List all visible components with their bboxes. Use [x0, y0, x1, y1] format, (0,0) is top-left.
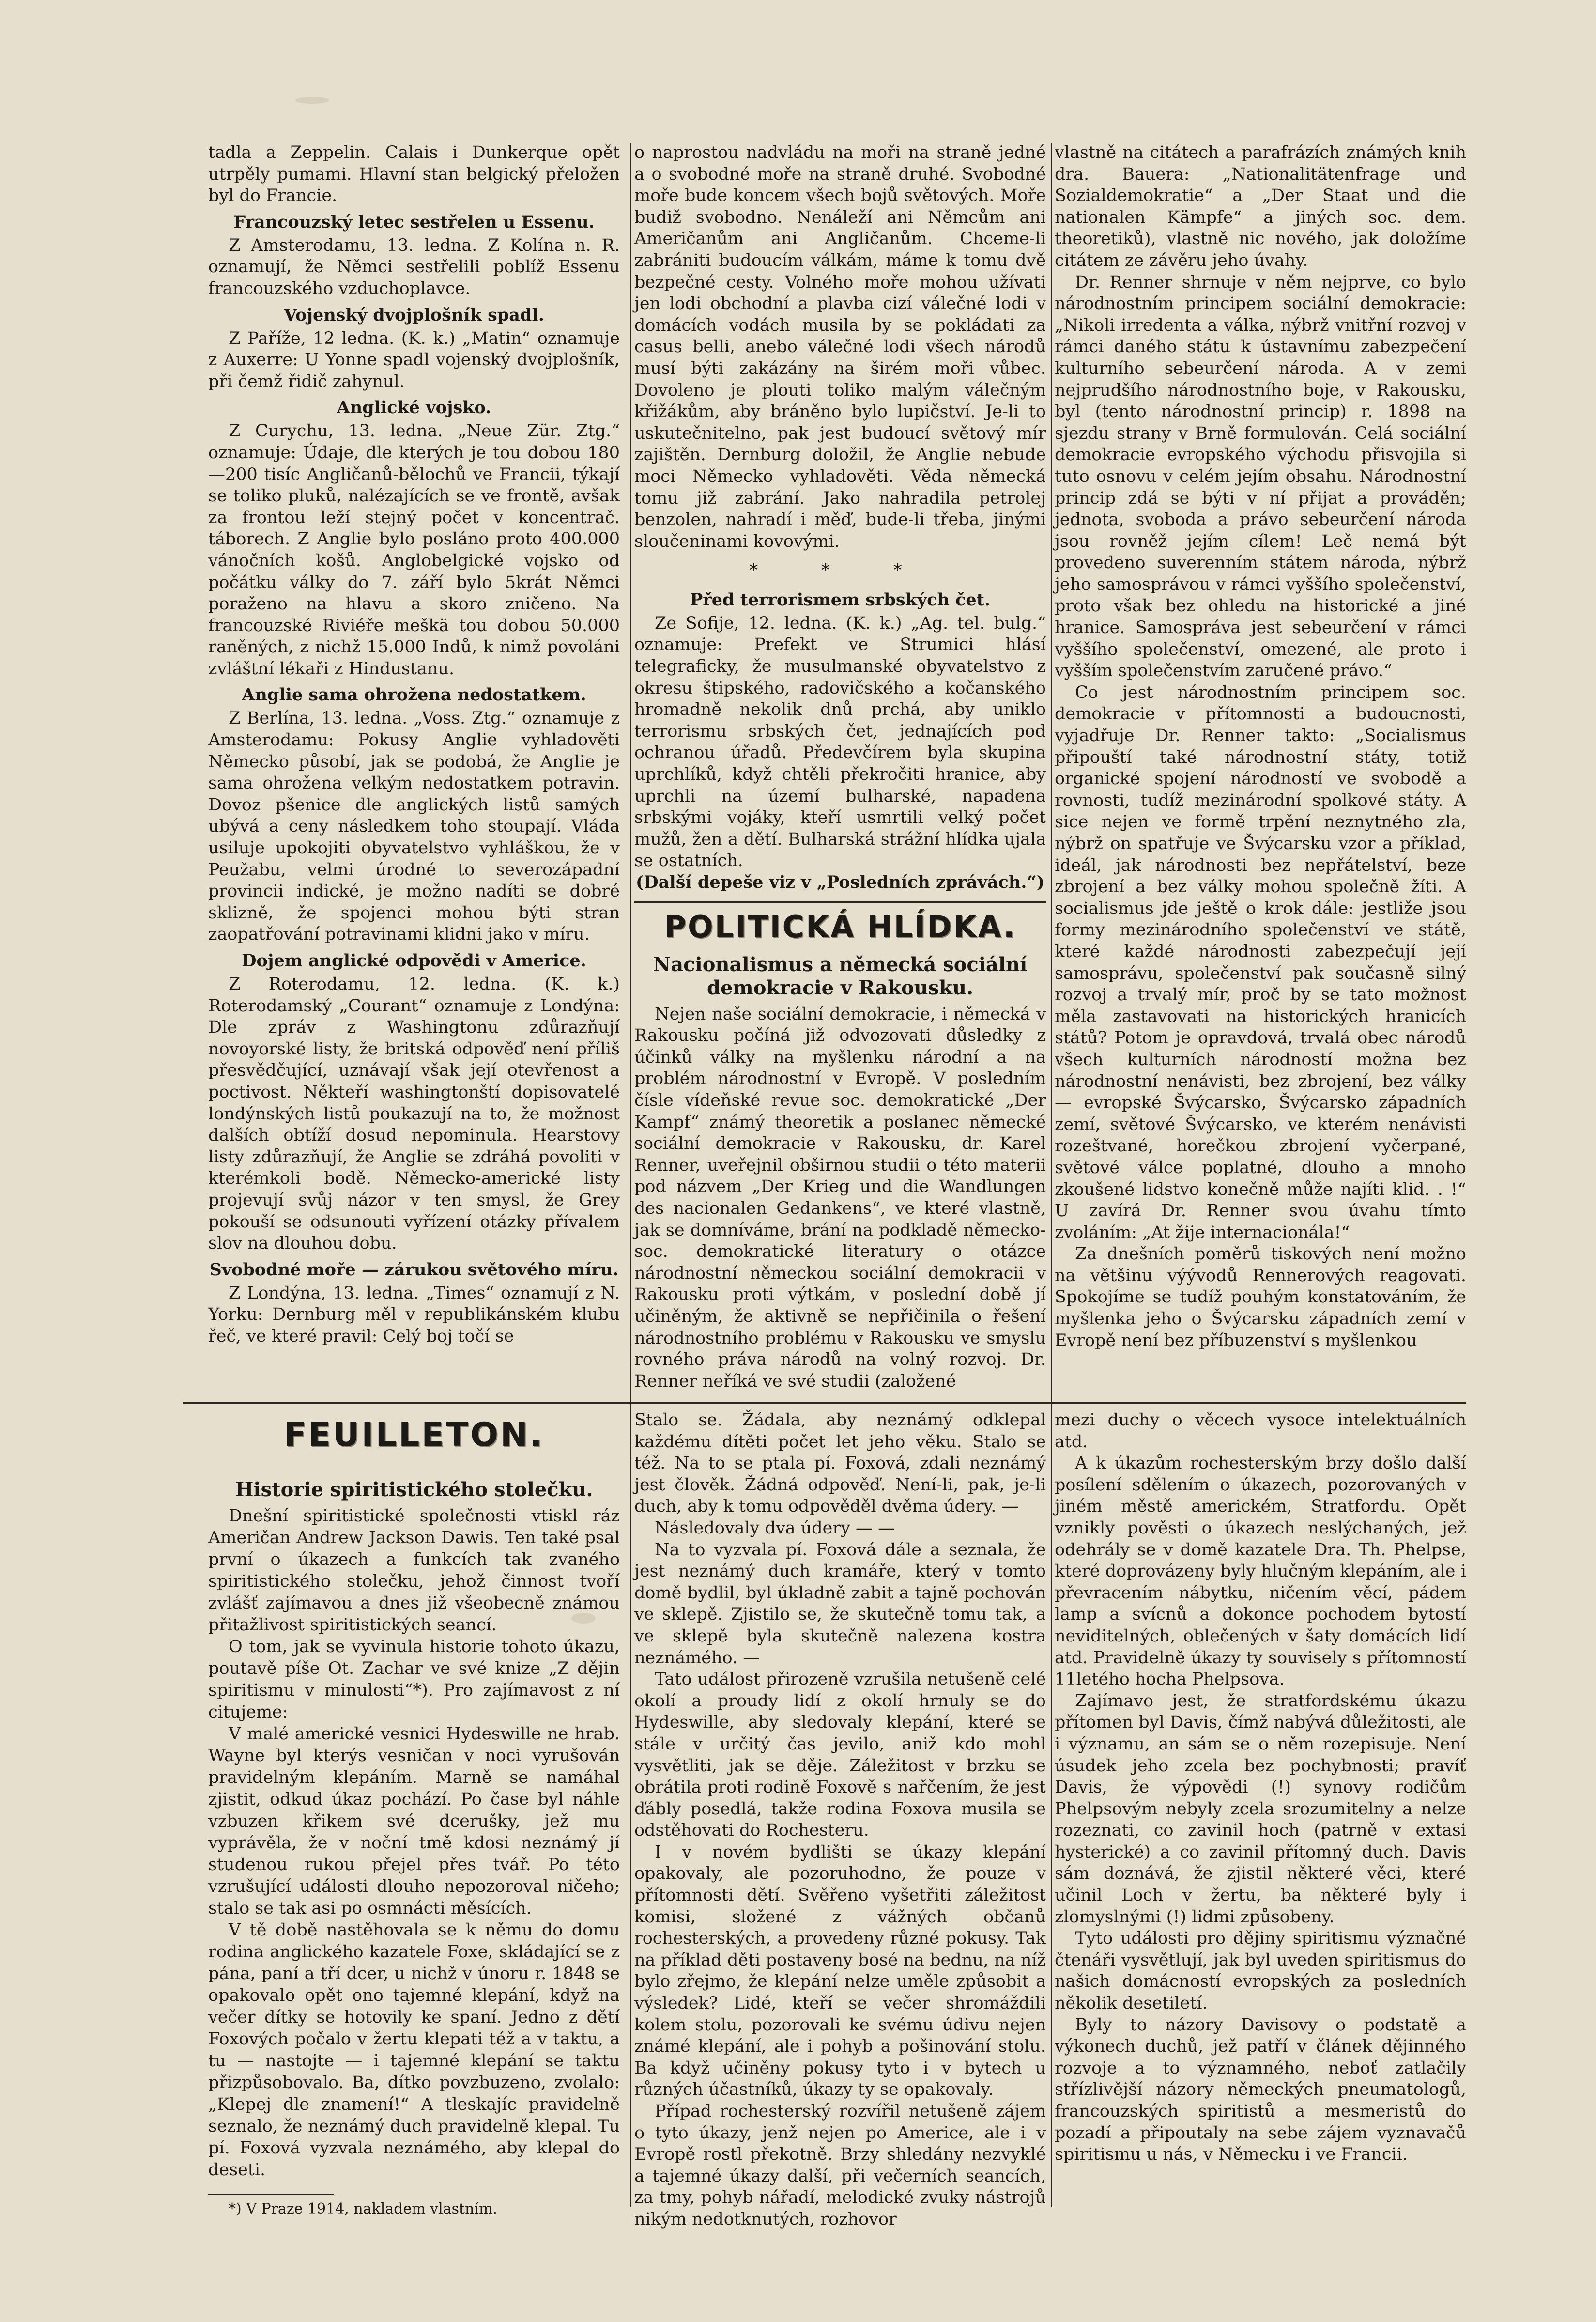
article-heading: Dojem anglické odpovědi v Americe. — [242, 951, 586, 971]
section-separator: * * * — [749, 561, 931, 581]
article-heading: Francouzský letec sestřelen u Essenu. — [233, 212, 595, 232]
footnote-rule — [208, 2194, 334, 2195]
article-paragraph: o naprostou nadvládu na moři na straně jedné a o svobodné moře na straně druhé. Svobodné moře bude koncem všech bojů světových. Moře budiž svobodno. Nenáleží ani Němcům ani Američanům ani Angličanům. Chceme-li zabrániti budoucím válkám, máme k tomu dvě bezpečné cesty. Volného moře mohou užívati jen lodi obchodní a plavba cizí válečné lodi v domácích vodách musila by se pokládati za casus belli, anebo válečné lodi všech národů musí býti zakázány na širém moři vůbec. Dovoleno je plouti toliko malým válečným křižákům, aby bráněno bylo lupičství. Je-li to uskutečnitelno, pak jest budoucí světový mír zajištěn. Dernburg doložil, že Anglie nebude moci Německo vyhladověti. Věda německá tomu již zabrání. Jako nahradila petrolej benzolen, nahradí i měď, bude-li třeba, jinými sloučeninami kovovými. — [634, 143, 1046, 551]
feuilleton-column-3 — [1055, 1409, 1466, 2214]
feuilleton-paragraph: I v novém bydlišti se úkazy klepání opakovaly, ale pozoruhodno, že pouze v přítomnosti dětí. Svěřeno vyšetřiti záležitost komisi, složené z vážných občanů rochesterských, a provedeny různé pokusy. Tak na příklad děti postaveny bosé na bednu, na níž bylo zřejmo, že klepání nelze uměle způsobit a výsledek? Lidé, kteří se večer shromáždili kolem stolu, pozorovali ke svému údivu nejen známé klepání, ale i pohyb a pošinování stolu. Ba když učiněny pokusy tyto i v bytech u různých účastníků, úkazy ty se opakovaly. — [634, 1842, 1046, 2100]
article-paragraph: Za dnešních poměrů tiskových není možno na většinu výývodů Rennerových reagovati. Spokojíme se tudíž pouhým konstatováním, že myšlenka jeho o Švýcarsku západních zemí v Evropě není bez příbuzenství s myšlenkou — [1055, 1244, 1466, 1350]
feuilleton-paragraph: O tom, jak se vyvinula historie tohoto úkazu, poutavě píše Ot. Zachar ve své knize „Z dějin spiritismu v minulosti“*). Pro zajímavost z ní citujeme: — [208, 1637, 620, 1722]
feuilleton-column-2 — [634, 1409, 1046, 2229]
feuilleton-paragraph: V malé americké vesnici Hydeswille ne hrab. Wayne byl kterýs vesničan v noci vyrušován pravidelným klepáním. Marně se namáhal zjistit, odkud úkaz pochází. Po čase byl náhle vzbuzen křikem své dcerušky, jež mu vyprávěla, že v noční tmě kdosi neznámý jí studenou rukou přejel přes tvář. Po této vzrušující události dlouho nepozoroval ničeho; stalo se tak asi po osmnácti měsících. — [208, 1724, 620, 1918]
news-column-3 — [1055, 142, 1466, 1396]
feuilleton-paragraph: Na to vyzvala pí. Foxová dále a seznala, že jest neznámý duch kramáře, který v tomto domě bydlil, byl úkladně zabit a tajně pochován ve sklepě. Zjistilo se, že skutečně tomu tak, a ve sklepě byla skutečně nalezena kostra neznámého. — — [634, 1540, 1046, 1668]
article-paragraph: Nejen naše sociální demokracie, i německá v Rakousku počíná již odvozovati důsledky z účinků války na myšlenku národní a na problém národnostní v Evropě. V posledním čísle vídeňské revue soc. demokratické „Der Kampf“ známý theoretik a poslanec německé sociální demokracie v Rakousku, dr. Karel Renner, uveřejnil obširnou studii o této materii pod názvem „Der Krieg und die Wandlungen des nacionalen Gedankens“, ve které vlastně, jak se domníváme, brání na podkladě německo-soc. demokratické literatury o otázce národnostní německou sociální demokracii v Rakousku proti výtkám, v poslední době jí učiněným, že aktivně se nepřičinila o řešení národnostního problému v Rakousku ve smyslu rovného práva národů na volný rozvoj. Dr. Renner neříká ve své studii (založené — [634, 1004, 1046, 1391]
news-column-1 — [208, 142, 620, 1396]
feuilleton-paragraph: V tě době nastěhovala se k němu do domu rodina anglického kazatele Foxe, skládající se z pána, paní a tří dcer, u nichž v únoru r. 1848 se opakovalo opět ono tajemné klepání, když na večer dítky se hotovily ke spaní. Jedno z dětí Foxových počalo v žertu klepati též a v taktu, a tu — nastojte — i tajemné klepání se taktu přizpůsobovalo. Ba, dítko povzbuzeno, zvolalo: „Klepej dle znamení!“ A tleskajíc pravidelně seznalo, že neznámý duch pravidelně klepal. Tu pí. Foxová vyzvala neznámého, aby klepal do deseti. — [208, 1920, 620, 2180]
article-heading: Před terrorismem srbských čet. — [690, 589, 991, 610]
article-heading: Svobodné moře — zárukou světového míru. — [209, 1259, 619, 1280]
feuilleton-paragraph: Byly to názory Davisovy o podstatě a výkonech duchů, jež patří v článek dějinného rozvoje a to významného, neboť zatlačily střízlivější názory německých pneumatologů, francouzských spiritistů a mesmeristů do pozadí a připoutaly na sebe zájem vyznavačů spiritismu u nás, v Německu i ve Francii. — [1055, 2015, 1466, 2165]
article-paragraph: tadla a Zeppelin. Calais i Dunkerque opět utrpěly pumami. Hlavní stan belgický přeložen byl do Francie. — [208, 143, 620, 206]
article-paragraph: Z Paříže, 12 ledna. (K. k.) „Matin“ oznamuje z Auxerre: U Yonne spadl vojenský dvojplošník, při čemž řidič zahynul. — [208, 328, 620, 391]
article-paragraph: Ze Sofije, 12. ledna. (K. k.) „Ag. tel. bulg.“ oznamuje: Prefekt ve Strumici hlásí telegraficky, že musulmanské obyvatelstvo z okresu štipského, radovičského a kočanského hromadně nekolik dnů prchá, aby uniklo terrorismu srbských čet, jednajících pod ochranou úřadů. Předevčírem byla skupina uprchlíků, když chtěli překročiti hranice, aby uprchli na území bulharské, napadena srbskými vojáky, kteří usmrtili velký počet mužů, žen a dětí. Bulharská strážní hlídka ujala se ostatních. — [634, 613, 1046, 871]
footnote: *) V Praze 1914, nakladem vlastním. — [229, 2200, 497, 2217]
article-paragraph: Z Londýna, 13. ledna. „Times“ oznamují z N. Yorku: Dernburg měl v republikánském klubu řeč, ve které pravil: Celý boj točí se — [208, 1283, 620, 1346]
feuilleton-masthead: FEUILLETON. — [284, 1416, 544, 1454]
article-paragraph: vlastně na citátech a parafrázích známých knih dra. Bauera: „Nationalitätenfrage und Sozialdemokratie“ a „Der Staat und die nationalen Kämpfe“ a jiných soc. dem. theoretiků), vlastně nic nového, jak doložíme citátem ze závěru jeho úvahy. — [1055, 143, 1466, 270]
article-note: (Další depeše viz v „Posledních zprávách.“) — [635, 872, 1045, 892]
article-paragraph: Z Amsterodamu, 13. ledna. Z Kolína n. R. oznamují, že Němci sestřelili poblíž Essenu francouzského vzduchoplavce. — [208, 235, 620, 298]
article-heading: Anglie sama ohrožena nedostatkem. — [242, 685, 586, 705]
news-column-2 — [634, 142, 1046, 1396]
feuilleton-title: Historie spiritistického stolečku. — [235, 1478, 593, 1501]
section-rule — [634, 901, 1046, 903]
article-paragraph: Dr. Renner shrnuje v něm nejprve, co bylo národnostním principem sociální demokracie: „Nikoli irredenta a válka, nýbrž vnitřní rozvoj v rámci daného státu k ústavnímu zabezpečení kulturního sebeurčení národa. A v zemi nejprudšího národnostního boje, v Rakousku, byl (tento národnostní princip) r. 1898 na sjezdu strany v Brně formulován. Celá sociální demokracie evropského východu přisvojila si tuto osnovu v celém jejím obsahu. Národnostní princip zdá se býti v ní přijat a prováděn; jednota, svoboda a právo sebeurčení národa jsou rovněž jejím cílem! Leč nemá být provedeno suverenním státem národa, nýbrž jeho samosprávou v rámci vyššího společenství, proto však bez ohledu na historické a jiné hranice. Samospráva jest sebeurčení v rámci vyššího společenství, omezené, ale proto i vyšším společenstvím zaručené právo.“ — [1055, 272, 1466, 681]
article-heading: Anglické vojsko. — [337, 398, 491, 418]
article-paragraph: Co jest národnostním principem soc. demokracie v přítomnosti a budoucnosti, vyjadřuje Dr. Renner takto: „Socialismus připouští také národnostní státy, totiž organické spojení národností ve svobodě a rovnosti, tudíž mezinárodní spolkové státy. A sice nejen ve formě trpění neznytného zla, nýbrž on spatřuje ve Švýcarsku vzor a příklad, ideál, jak národnosti bez nepřátelství, beze zbrojení a bez války mohou společně žíti. A socialismus jde ještě o krok dále: jestliže jsou formy mezinárodního společenství ve státě, které každé národnosti zabezpečují její samosprávu, společenství pak současně silný rozvoj a trvalý mír, proč by se tato možnost měla zastavovati na historických hranicích států? Potom je opravdová, trvalá obec národů všech kulturních národností možna bez národnostní nenávisti, bez zbrojení, bez války — evropské Švýcarsko, Švýcarsko západních zemí, světové Švýcarsko, ve kterém nenávisti rozeštvané, horečkou zbrojení vyčerpané, světové válce poplatné, dlouho a mnoho zkoušené lidstvo konečně může najíti klid. . !“ U zavírá Dr. Renner svou úvahu tímto zvoláním: „At žije internacionála!“ — [1055, 682, 1466, 1242]
feuilleton-paragraph: Zajímavo jest, že stratfordskému úkazu přítomen byl Davis, čímž nabývá důležitosti, ale i významu, an sám se o něm rozepisuje. Není úsudek jeho zcela bez pochybnosti; pravíť Davis, že výpovědi (!) synovy rodičům Phelpsovým nebyly zcela srozumitelny a nelze rozeznati, co zavinil hoch (patrně v extasi hysterické) a co zavinil přítomný duch. Davis sám doznává, že zjistil některé věci, které učinil Loch v žertu, ba některé byly i zlomyslnými (!) lidmi způsobeny. — [1055, 1691, 1466, 1927]
politicka-hlidka-masthead: POLITICKÁ HLÍDKA. — [664, 909, 1016, 944]
article-paragraph: Z Roterodamu, 12. ledna. (K. k.) Roterodamský „Courant“ oznamuje z Londýna: Dle zpráv z Washingtonu zdůrazňují novoyorské listy, že britská odpověď není příliš přesvědčující, uznávají však její otevřenost a poctivost. Někteří washingtonští dopisovatelé londýnských listů poukazují na to, že možnost dalších obtíží dosud nepominula. Hearstovy listy zdůrazňují, že Anglie se zdráhá povoliti v kterémkoli bodě. Německo-americké listy projevují svůj názor v ten smysl, že Grey pokouší se odsunouti vyřízení otázky přívalem slov na dlouhou dobu. — [208, 975, 620, 1254]
stain — [295, 97, 329, 104]
feuilleton-paragraph: Tato událost přirozeně vzrušila netušeně celé okolí a proudy lidí z okolí hrnuly se do Hydeswille, aby sledovaly klepání, které se stále v určitý čas jevilo, aniž kdo mohl vysvětliti, jak se děje. Záležitost v brzku se obrátila proti rodině Foxově s nařčením, že jest ďábly posedlá, takže rodina Foxova musila se odstěhovati do Rochesteru. — [634, 1670, 1046, 1841]
feuilleton-paragraph: Tyto události pro dějiny spiritismu význačné čtenáři vysvětlují, jak byl uveden spiritismus do našich domácností evropských za posledních několik desetiletí. — [1055, 1929, 1466, 2013]
feuilleton-paragraph: Dnešní spiritistické společnosti vtiskl ráz Američan Andrew Jackson Dawis. Ten také psal první o úkazech a funkcích tak zvaného spiritistického stolečku, jehož činnost tvoří zvlášť zajímavou a dnes již všeobecně známou přitažlivost spiritistických seancí. — [208, 1506, 620, 1635]
column-rule — [630, 143, 631, 2207]
column-rule — [1051, 143, 1052, 2207]
feuilleton-paragraph: A k úkazům rochesterským brzy došlo další posílení sdělením o úkazech, pozorovaných v jiném městě americkém, Stratfordu. Opět vznikly pověsti o úkazech neslýchaných, jež odehrály se v domě kazatele Dra. Th. Phelpse, které doprovázeny byly hlučným klepáním, ale i převracením nábytku, ničením věcí, pádem lamp a svícnů a dokonce pochodem bytostí neviditelných, oblečených v šaty domácích lidí atd. Pravidelně úkazy ty souvisely s přítomností 11letého hocha Phelpsova. — [1055, 1454, 1466, 1689]
article-paragraph: Z Berlína, 13. ledna. „Voss. Ztg.“ oznamuje z Amsterodamu: Pokusy Anglie vyhladověti Německo působí, jak se podobá, že Anglie je sama ohrožena velkým nedostatkem potravin. Dovoz pšenice dle anglických listů samých ubývá a ceny následkem toho stoupají. Vláda usiluje upokojiti obyvatelstvo vyhláškou, že v Peužabu, velmi úrodné to severozápadní provincii indické, je možno nadíti se dobré sklizně, že spojenci mohou býti stran zaopatřování potravinami klidni jako v míru. — [208, 709, 620, 944]
article-heading: Vojenský dvojplošník spadl. — [284, 305, 544, 325]
feuilleton-paragraph: mezi duchy o věcech vysoce intelektuálních atd. — [1055, 1410, 1466, 1452]
article-title: Nacionalismus a německá sociální demokracie v Rakousku. — [653, 953, 1028, 999]
feuilleton-paragraph: Stalo se. Žádala, aby neznámý odklepal každému dítěti počet let jeho věku. Stalo se též. Na to se ptala pí. Foxová, zdali neznámý jest člověk. Žádná odpověď. Není-li, pak, je-li duch, aby k tomu odpověděl dvěma údery. — — [634, 1410, 1046, 1517]
feuilleton-rule — [183, 1402, 1466, 1404]
article-paragraph: Z Curychu, 13. ledna. „Neue Zür. Ztg.“ oznamuje: Údaje, dle kterých je tou dobou 180—200 tisíc Angličanů-bělochů ve Francii, týkají se toliko pluků, nalézajících se ve frontě, avšak za frontou leží stejný počet v koncentrač. táborech. Z Anglie bylo posláno proto 400.000 vánočních košů. Anglobelgické vojsko od počátku války do 7. září bylo 5krát Němci poraženo na hlavu a skoro zničeno. Na francouzské Riviéře meškä tou dobou 50.000 raněných, z nichž 15.000 Indů, k nimž povoláni zvláštní lékaři z Hindustanu. — [208, 421, 620, 679]
feuilleton-paragraph: Případ rochesterský rozvířil netušeně zájem o tyto úkazy, jenž nejen po Americe, ale i v Evropě rostl překotně. Brzy shledány nezvyklé a tajemné úkazy další, při večerních seancích, za tmy, pohyb nářadí, melodické zvuky nástrojů nikým nedotknutých, rozhovor — [634, 2102, 1046, 2229]
feuilleton-paragraph: Následovaly dva údery — — — [655, 1518, 895, 1538]
feuilleton-column-1 — [208, 1472, 620, 2228]
